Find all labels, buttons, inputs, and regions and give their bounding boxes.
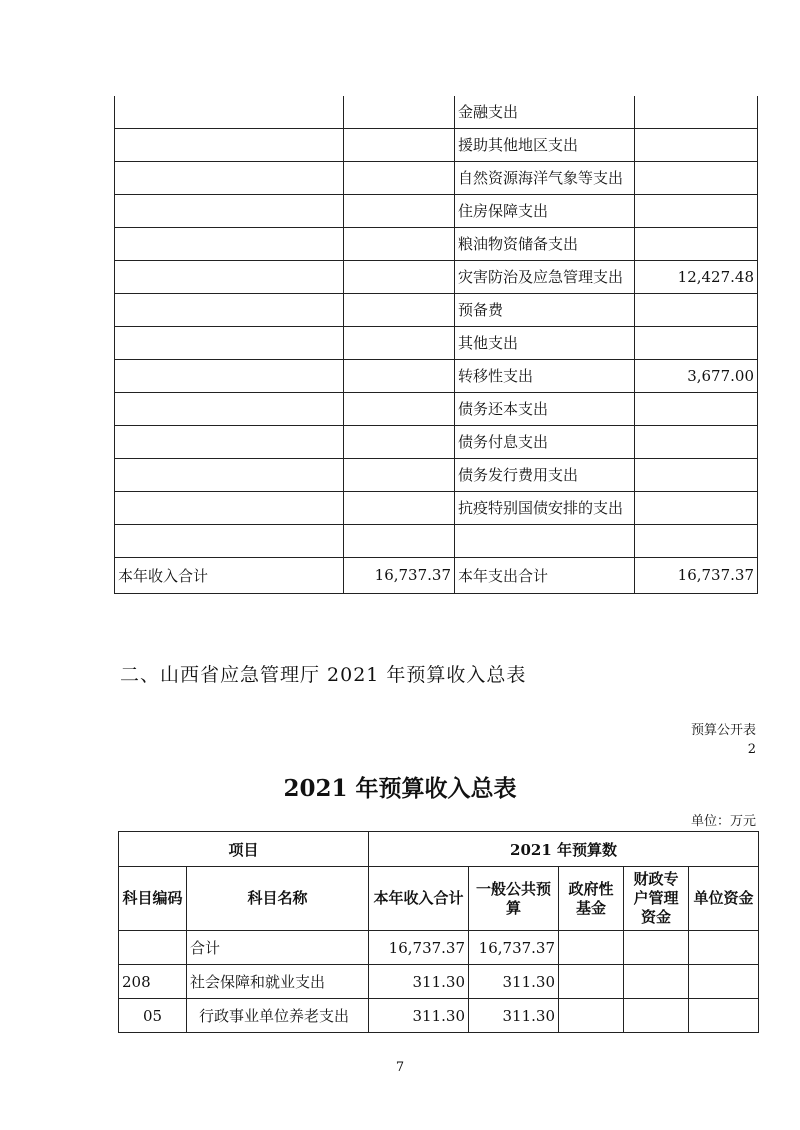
table-row bbox=[119, 931, 759, 965]
table-row bbox=[115, 524, 758, 557]
table-row bbox=[115, 359, 758, 392]
expense-amount-cell bbox=[635, 392, 758, 425]
income-item-cell bbox=[115, 524, 344, 557]
page-number: 7 bbox=[395, 1060, 405, 1075]
subject-name-cell: 社会保障和就业支出 bbox=[187, 965, 369, 999]
income-amount-cell bbox=[344, 458, 455, 491]
income-amount-cell bbox=[344, 359, 455, 392]
header-row-columns bbox=[119, 867, 759, 931]
income-item-cell bbox=[115, 326, 344, 359]
subject-name-cell: 合计 bbox=[187, 931, 369, 965]
unit-funds-cell bbox=[689, 931, 759, 965]
table-row bbox=[115, 96, 758, 128]
expense-item-cell: 住房保障支出 bbox=[455, 194, 635, 227]
income-amount-cell bbox=[344, 491, 455, 524]
expense-item-cell: 灾害防治及应急管理支出 bbox=[455, 260, 635, 293]
table-row bbox=[115, 392, 758, 425]
government-fund-cell bbox=[559, 999, 624, 1033]
income-amount-cell bbox=[344, 326, 455, 359]
col-subject-name: 科目名称 bbox=[187, 867, 369, 931]
col-special-account-funds: 财政专户管理资金 bbox=[624, 867, 689, 931]
subject-code-cell: 208 bbox=[119, 965, 187, 999]
expense-amount-cell bbox=[635, 425, 758, 458]
income-item-cell bbox=[115, 227, 344, 260]
expense-amount-cell bbox=[635, 161, 758, 194]
income-item-cell bbox=[115, 491, 344, 524]
income-amount-cell bbox=[344, 524, 455, 557]
col-general-public-budget: 一般公共预算 bbox=[469, 867, 559, 931]
annual-total-cell: 311.30 bbox=[369, 999, 469, 1033]
general-budget-cell: 16,737.37 bbox=[469, 931, 559, 965]
income-amount-cell bbox=[344, 425, 455, 458]
income-item-cell bbox=[115, 161, 344, 194]
income-amount-cell bbox=[344, 96, 455, 128]
general-budget-cell: 311.30 bbox=[469, 965, 559, 999]
expense-amount-cell bbox=[635, 326, 758, 359]
table-row bbox=[119, 965, 759, 999]
expense-total-value: 16,737.37 bbox=[635, 557, 758, 593]
table-row bbox=[115, 458, 758, 491]
table-row bbox=[115, 425, 758, 458]
table-row bbox=[115, 128, 758, 161]
expense-item-cell: 债务付息支出 bbox=[455, 425, 635, 458]
subject-name-cell: 行政事业单位养老支出 bbox=[187, 999, 369, 1033]
unit-funds-cell bbox=[689, 965, 759, 999]
income-item-cell bbox=[115, 96, 344, 128]
government-fund-cell bbox=[559, 931, 624, 965]
unit-funds-cell bbox=[689, 999, 759, 1033]
form-label: 预算公开表 bbox=[690, 723, 756, 738]
annual-total-cell: 16,737.37 bbox=[369, 931, 469, 965]
expense-item-cell: 援助其他地区支出 bbox=[455, 128, 635, 161]
income-amount-cell bbox=[344, 227, 455, 260]
expense-amount-cell: 3,677.00 bbox=[635, 359, 758, 392]
expense-item-cell: 预备费 bbox=[455, 293, 635, 326]
form-number: 2 bbox=[747, 742, 756, 757]
expense-item-cell: 抗疫特别国债安排的支出 bbox=[455, 491, 635, 524]
col-subject-code: 科目编码 bbox=[119, 867, 187, 931]
expenditure-continuation-table bbox=[114, 96, 758, 594]
table-row bbox=[115, 293, 758, 326]
table-row bbox=[119, 999, 759, 1033]
income-item-cell bbox=[115, 260, 344, 293]
expense-total-label: 本年支出合计 bbox=[455, 557, 635, 593]
col-unit-funds: 单位资金 bbox=[689, 867, 759, 931]
expense-amount-cell bbox=[635, 293, 758, 326]
special-account-cell bbox=[624, 931, 689, 965]
section-heading: 二、山西省应急管理厅 2021 年预算收入总表 bbox=[120, 664, 527, 686]
special-account-cell bbox=[624, 965, 689, 999]
unit-label: 单位：万元 bbox=[690, 814, 756, 829]
expense-item-cell bbox=[455, 524, 635, 557]
special-account-cell bbox=[624, 999, 689, 1033]
expense-item-cell: 其他支出 bbox=[455, 326, 635, 359]
income-amount-cell bbox=[344, 161, 455, 194]
income-total-label: 本年收入合计 bbox=[115, 557, 344, 593]
expense-amount-cell: 12,427.48 bbox=[635, 260, 758, 293]
income-item-cell bbox=[115, 128, 344, 161]
header-budget-year: 2021 年预算数 bbox=[369, 832, 759, 867]
expense-item-cell: 债务发行费用支出 bbox=[455, 458, 635, 491]
income-amount-cell bbox=[344, 260, 455, 293]
expense-item-cell: 金融支出 bbox=[455, 96, 635, 128]
income-item-cell bbox=[115, 194, 344, 227]
table-row bbox=[115, 260, 758, 293]
government-fund-cell bbox=[559, 965, 624, 999]
expense-amount-cell bbox=[635, 524, 758, 557]
income-total-value: 16,737.37 bbox=[344, 557, 455, 593]
table-row bbox=[115, 491, 758, 524]
expense-amount-cell bbox=[635, 128, 758, 161]
income-amount-cell bbox=[344, 392, 455, 425]
header-project: 项目 bbox=[119, 832, 369, 867]
annual-total-cell: 311.30 bbox=[369, 965, 469, 999]
expense-item-cell: 转移性支出 bbox=[455, 359, 635, 392]
table-row bbox=[115, 326, 758, 359]
expense-amount-cell bbox=[635, 194, 758, 227]
table-row bbox=[115, 194, 758, 227]
income-amount-cell bbox=[344, 293, 455, 326]
col-government-fund: 政府性基金 bbox=[559, 867, 624, 931]
expense-amount-cell bbox=[635, 458, 758, 491]
budget-income-summary-table bbox=[118, 831, 759, 1033]
expense-item-cell: 自然资源海洋气象等支出 bbox=[455, 161, 635, 194]
income-item-cell bbox=[115, 458, 344, 491]
table-row bbox=[115, 227, 758, 260]
expense-amount-cell bbox=[635, 96, 758, 128]
expense-item-cell: 债务还本支出 bbox=[455, 392, 635, 425]
income-item-cell bbox=[115, 293, 344, 326]
col-annual-income-total: 本年收入合计 bbox=[369, 867, 469, 931]
page-title: 2021 年预算收入总表 bbox=[283, 775, 517, 802]
income-item-cell bbox=[115, 359, 344, 392]
annual-total-row bbox=[115, 557, 758, 593]
general-budget-cell: 311.30 bbox=[469, 999, 559, 1033]
expense-amount-cell bbox=[635, 491, 758, 524]
income-amount-cell bbox=[344, 128, 455, 161]
income-item-cell bbox=[115, 392, 344, 425]
table-row bbox=[115, 161, 758, 194]
income-item-cell bbox=[115, 425, 344, 458]
subject-code-cell bbox=[119, 931, 187, 965]
income-amount-cell bbox=[344, 194, 455, 227]
expense-item-cell: 粮油物资储备支出 bbox=[455, 227, 635, 260]
header-row-top bbox=[119, 832, 759, 867]
subject-code-cell: 05 bbox=[119, 999, 187, 1033]
expense-amount-cell bbox=[635, 227, 758, 260]
